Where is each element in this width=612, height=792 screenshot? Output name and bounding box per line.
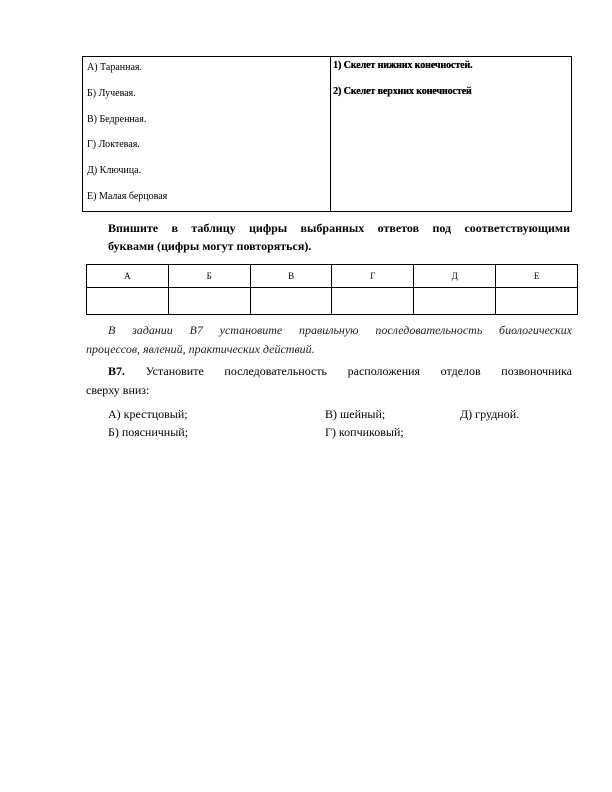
answer-header-g: Г xyxy=(332,265,414,288)
note-line-1: В задании В7 установите правильную последовательность биологических xyxy=(108,323,572,337)
left-item-v: В) Бедренная. xyxy=(87,114,147,125)
matching-left-column xyxy=(83,57,331,211)
right-item-2: 2) Скелет верхних конечностей xyxy=(333,86,472,97)
note-line-2: процессов, явлений, практических действий. xyxy=(86,342,315,356)
answer-table xyxy=(86,264,578,315)
choice-d: Д) грудной. xyxy=(460,407,520,421)
answer-header-b: Б xyxy=(168,265,250,288)
left-item-a: А) Таранная. xyxy=(87,62,143,73)
left-item-b: Б) Лучевая. xyxy=(87,88,136,99)
task-line-2: сверху вниз: xyxy=(86,383,150,397)
matching-right-column xyxy=(331,57,571,211)
instruction-line-2: буквами (цифры могут повторяться). xyxy=(108,239,312,253)
right-item-1: 1) Скелет нижних конечностей. xyxy=(333,60,473,71)
task-line-1-text: Установите последовательность расположения отделов позвоночника xyxy=(145,364,572,378)
section-note xyxy=(86,321,572,359)
answer-input-row xyxy=(87,288,578,315)
answer-header-row xyxy=(87,265,578,288)
answer-cell-g[interactable] xyxy=(332,288,414,315)
task-line-1 xyxy=(86,362,572,381)
task-b7 xyxy=(86,362,572,400)
answer-cell-a[interactable] xyxy=(87,288,169,315)
answer-header-a: А xyxy=(87,265,169,288)
choice-v: В) шейный; xyxy=(325,407,386,421)
left-item-e: Е) Малая берцовая xyxy=(87,191,168,202)
left-item-d: Д) Ключица. xyxy=(87,165,142,176)
answer-cell-e[interactable] xyxy=(496,288,578,315)
matching-table xyxy=(82,56,572,212)
instruction-line-1: Впишите в таблицу цифры выбранных ответов под соответствующими xyxy=(108,221,570,235)
answer-header-v: В xyxy=(250,265,332,288)
task-number: В7. xyxy=(108,364,126,378)
answer-header-d: Д xyxy=(414,265,496,288)
answer-cell-b[interactable] xyxy=(168,288,250,315)
answer-cell-v[interactable] xyxy=(250,288,332,315)
choice-g: Г) копчиковый; xyxy=(325,425,404,439)
choice-a: А) крестцовый; xyxy=(108,407,188,421)
answer-header-e: Е xyxy=(496,265,578,288)
choice-b: Б) поясничный; xyxy=(108,425,189,439)
left-item-g: Г) Локтевая. xyxy=(87,139,140,150)
answer-cell-d[interactable] xyxy=(414,288,496,315)
instruction-text xyxy=(108,219,570,255)
